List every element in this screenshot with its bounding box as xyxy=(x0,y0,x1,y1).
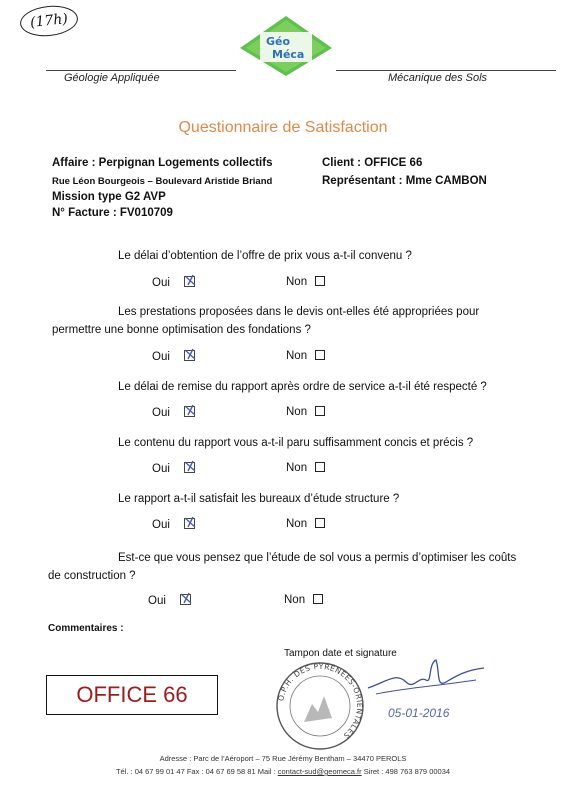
question-3: Le délai de remise du rapport après ordre de service a-t-il été respecté ? xyxy=(118,381,487,393)
handwritten-annotation: (17h) xyxy=(19,3,80,39)
oui-checkbox-checked[interactable] xyxy=(180,594,191,605)
question-4: Le contenu du rapport vous a-t-il paru suffisamment concis et précis ? xyxy=(118,437,474,449)
footer-email-link[interactable]: contact-sud@geomeca.fr xyxy=(277,767,362,776)
header-line-right xyxy=(336,70,556,71)
affaire-line xyxy=(52,157,272,169)
answer-oui-2[interactable] xyxy=(152,350,195,363)
left-tagline: Géologie Appliquée xyxy=(64,72,160,84)
oui-checkbox-checked[interactable] xyxy=(184,276,195,287)
non-checkbox[interactable] xyxy=(315,462,325,472)
handwritten-signature xyxy=(366,652,486,702)
answer-oui-3[interactable] xyxy=(152,406,195,419)
answer-non-5[interactable] xyxy=(286,518,325,530)
answer-oui-4[interactable] xyxy=(152,462,195,475)
oui-label: Oui xyxy=(152,407,170,419)
footer-siret: Siret : 498 763 879 00034 xyxy=(361,767,451,776)
office-66-stamp: OFFICE 66 xyxy=(46,675,218,715)
question-1: Le délai d’obtention de l’offre de prix vous a-t-il convenu ? xyxy=(118,250,412,262)
facture-number: N° Facture : FV010709 xyxy=(52,207,173,219)
answer-non-4[interactable] xyxy=(286,462,325,474)
non-label: Non xyxy=(286,518,308,530)
logo-text-geo: Géo xyxy=(266,35,291,48)
official-round-stamp xyxy=(274,660,366,752)
non-checkbox[interactable] xyxy=(315,276,325,286)
non-label: Non xyxy=(286,350,308,362)
affaire-value: Perpignan Logements collectifs xyxy=(98,157,273,169)
client-line xyxy=(322,157,422,169)
footer-phone-fax: Tél. : 04 67 99 01 47 Fax : 04 67 69 58 81 Mail : xyxy=(115,767,278,776)
answer-non-6[interactable] xyxy=(284,594,323,606)
footer-contact xyxy=(0,767,566,776)
non-checkbox[interactable] xyxy=(315,518,325,528)
non-label: Non xyxy=(284,594,306,606)
page-title: Questionnaire de Satisfaction xyxy=(178,119,388,136)
oui-label: Oui xyxy=(152,463,170,475)
non-checkbox[interactable] xyxy=(313,594,323,604)
non-label: Non xyxy=(286,406,308,418)
affaire-label: Affaire : xyxy=(52,157,96,169)
right-tagline: Mécanique des Sols xyxy=(388,72,488,84)
answer-non-2[interactable] xyxy=(286,350,325,362)
answer-oui-1[interactable] xyxy=(152,276,195,289)
geomeca-logo xyxy=(236,14,336,78)
non-label: Non xyxy=(286,276,308,288)
answer-oui-5[interactable] xyxy=(152,518,195,531)
client-label: Client : xyxy=(322,157,361,169)
svg-text:O.P.H. DES PYRÉNÉES-ORIENTALES xyxy=(276,662,364,741)
non-label: Non xyxy=(286,462,308,474)
question-5: Le rapport a-t-il satisfait les bureaux d’étude structure ? xyxy=(118,493,400,505)
oui-checkbox-checked[interactable] xyxy=(184,350,195,361)
oui-label: Oui xyxy=(152,519,170,531)
question-2-line-2: permettre une bonne optimisation des fondations ? xyxy=(52,324,311,336)
answer-oui-6[interactable] xyxy=(148,594,191,607)
affaire-address: Rue Léon Bourgeois – Boulevard Aristide Briand xyxy=(52,176,273,187)
mission-type: Mission type G2 AVP xyxy=(52,191,166,203)
oui-label: Oui xyxy=(152,277,170,289)
logo-text-meca: Méca xyxy=(272,48,305,61)
non-checkbox[interactable] xyxy=(315,350,325,360)
header-line-left xyxy=(46,70,236,71)
comments-label: Commentaires : xyxy=(48,623,124,634)
oui-checkbox-checked[interactable] xyxy=(184,518,195,529)
non-checkbox[interactable] xyxy=(315,406,325,416)
client-value: OFFICE 66 xyxy=(364,157,423,169)
answer-non-1[interactable] xyxy=(286,276,325,288)
answer-non-3[interactable] xyxy=(286,406,325,418)
question-6-line-1: Est-ce que vous pensez que l’étude de sol vous a permis d’optimiser les coûts xyxy=(118,552,517,564)
stamp-circular-text: O.P.H. DES PYRÉNÉES-ORIENTALES xyxy=(276,661,365,741)
footer-address: Adresse : Parc de l’Aéroport – 75 Rue Jérémy Bentham – 34470 PEROLS xyxy=(159,754,407,763)
oui-label: Oui xyxy=(152,351,170,363)
stamp-label: Tampon date et signature xyxy=(284,648,397,659)
question-6-line-2: de construction ? xyxy=(48,570,136,582)
signature-date: 05-01-2016 xyxy=(388,706,450,720)
oui-checkbox-checked[interactable] xyxy=(184,462,195,473)
representant: Représentant : Mme CAMBON xyxy=(322,175,487,187)
question-2-line-1: Les prestations proposées dans le devis ont-elles été appropriées pour xyxy=(118,306,480,318)
oui-checkbox-checked[interactable] xyxy=(184,406,195,417)
oui-label: Oui xyxy=(148,595,166,607)
